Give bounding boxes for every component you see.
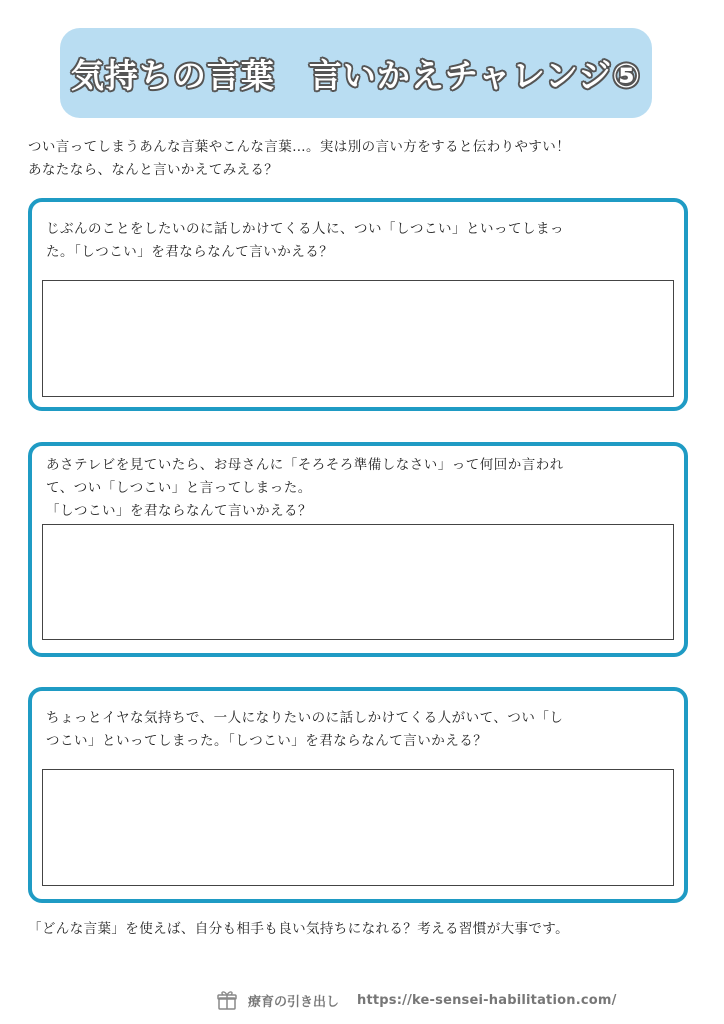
credit <box>216 986 617 1014</box>
question-card-3 <box>28 687 688 903</box>
answer-box-3[interactable] <box>42 769 674 886</box>
question-line: た。「しつこい」を君ならなんて言いかえる？ <box>46 244 334 260</box>
question-line: 「しつこい」を君ならなんて言いかえる？ <box>46 503 312 519</box>
page-title: 気持ちの言葉 言いかえチャレンジ⑤ <box>70 55 642 95</box>
site-url-link[interactable]: https://ke-sensei-habilitation.com/ <box>357 992 617 1008</box>
footer-note: 「どんな言葉」を使えば、自分も相手も良い気持ちになれる？考える習慣が大事です。 <box>28 921 570 937</box>
answer-box-1[interactable] <box>42 280 674 397</box>
answer-box-2[interactable] <box>42 524 674 640</box>
question-text <box>46 454 672 523</box>
question-line: じぶんのことをしたいのに話しかけてくる人に、つい「しつこい」といってしまっ <box>46 221 564 237</box>
site-name: 療育の引き出し <box>248 994 340 1010</box>
question-text <box>46 707 672 753</box>
question-line: つこい」といってしまった。「しつこい」を君ならなんて言いかえる？ <box>46 733 488 749</box>
intro-line: あなたなら、なんと言いかえてみえる？ <box>28 162 279 178</box>
question-card-2 <box>28 442 688 657</box>
intro-line: つい言ってしまうあんな言葉やこんな言葉…。実は別の言い方をすると伝わりやすい！ <box>28 139 571 155</box>
gift-icon <box>216 989 238 1011</box>
title-banner <box>60 28 652 118</box>
question-text <box>46 218 672 264</box>
question-line: あさテレビを見ていたら、お母さんに「そろそろ準備しなさい」って何回か言われ <box>46 457 564 473</box>
question-line: て、つい「しつこい」と言ってしまった。 <box>46 480 312 496</box>
question-line: ちょっとイヤな気持ちで、一人になりたいのに話しかけてくる人がいて、つい「し <box>46 710 564 726</box>
question-card-1 <box>28 198 688 411</box>
intro-text <box>28 136 708 182</box>
